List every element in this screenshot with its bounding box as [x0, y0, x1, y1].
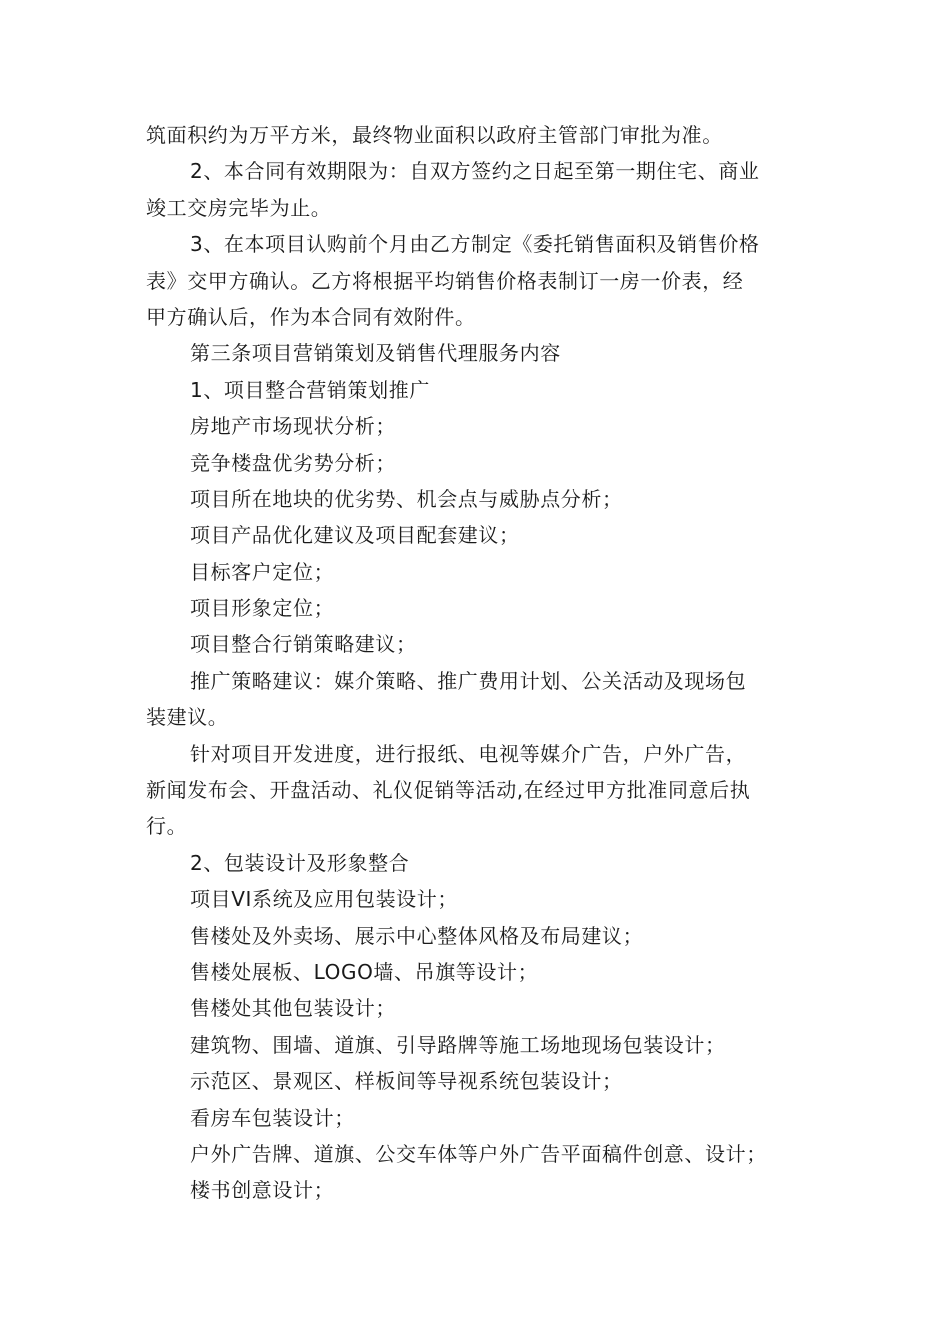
text-line: 2、本合同有效期限为：自双方签约之日起至第一期住宅、商业 [190, 159, 760, 184]
text-line: 行。 [146, 814, 188, 839]
text-line: 房地产市场现状分析； [190, 414, 396, 439]
text-line: 项目VI系统及应用包装设计； [190, 887, 458, 912]
text-line: 售楼处其他包装设计； [190, 996, 396, 1021]
text-line: 项目所在地块的优劣势、机会点与威胁点分析； [190, 486, 623, 511]
document-body [146, 117, 810, 1209]
text-line: 1、项目整合营销策划推广 [190, 377, 430, 402]
text-line: 第三条项目营销策划及销售代理服务内容 [190, 341, 561, 366]
text-line: 项目产品优化建议及项目配套建议； [190, 523, 520, 548]
text-line: 竣工交房完毕为止。 [146, 195, 332, 220]
text-line: 目标客户定位； [190, 559, 335, 584]
text-line: 新闻发布会、开盘活动、礼仪促销等活动,在经过甲方批准同意后执 [146, 778, 751, 803]
text-line: 看房车包装设计； [190, 1105, 355, 1130]
text-line: 竞争楼盘优劣势分析； [190, 450, 396, 475]
text-line: 建筑物、围墙、道旗、引导路牌等施工场地现场包装设计； [190, 1032, 726, 1057]
text-line: 3、在本项目认购前个月由乙方制定《委托销售面积及销售价格 [190, 232, 760, 257]
text-line: 户外广告牌、道旗、公交车体等户外广告平面稿件创意、设计； [190, 1141, 767, 1166]
text-line: 筑面积约为万平方米，最终物业面积以政府主管部门审批为准。 [146, 123, 723, 147]
text-line: 2、包装设计及形象整合 [190, 850, 410, 875]
text-line: 表》交甲方确认。乙方将根据平均销售价格表制订一房一价表，经 [146, 268, 744, 293]
text-line: 售楼处展板、LOGO墙、吊旗等设计； [190, 959, 539, 984]
text-line: 示范区、景观区、样板间等导视系统包装设计； [190, 1069, 623, 1094]
text-line: 项目形象定位； [190, 596, 335, 621]
text-line: 针对项目开发进度，进行报纸、电视等媒介广告，户外广告， [190, 741, 747, 766]
text-line: 楼书创意设计； [190, 1178, 335, 1203]
text-line: 推广策略建议：媒介策略、推广费用计划、公关活动及现场包 [190, 668, 747, 693]
text-line: 售楼处及外卖场、展示中心整体风格及布局建议； [190, 923, 644, 948]
text-line: 装建议。 [146, 705, 229, 730]
text-line: 甲方确认后，作为本合同有效附件。 [146, 304, 476, 329]
text-line: 项目整合行销策略建议； [190, 632, 417, 657]
